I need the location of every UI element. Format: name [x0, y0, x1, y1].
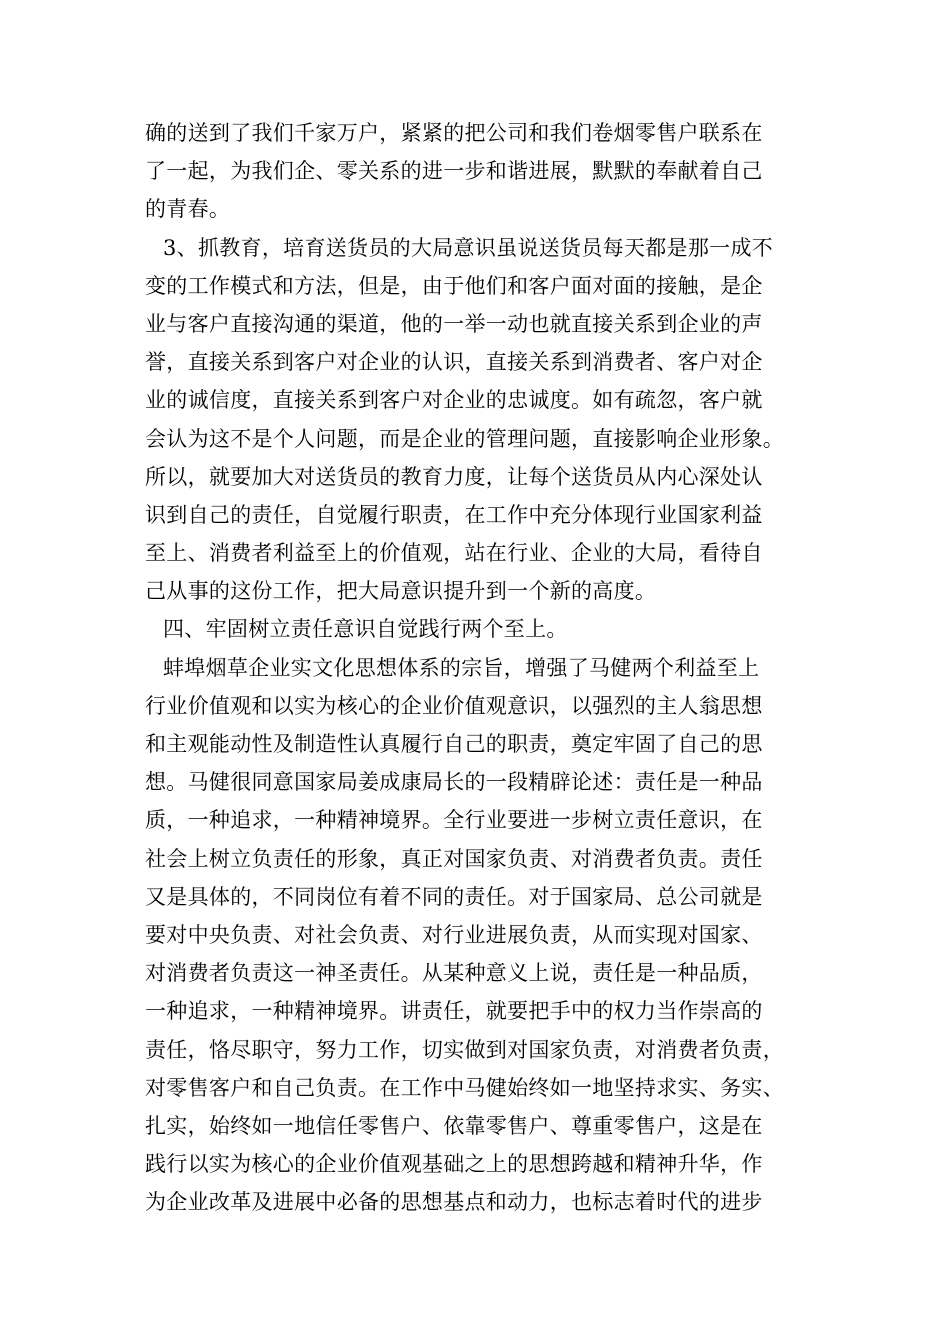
- document-body: [145, 114, 825, 1221]
- text-line: 行业价值观和以实为核心的企业价值观意识，以强烈的主人翁思想: [145, 693, 763, 718]
- text-line: 又是具体的，不同岗位有着不同的责任。对于国家局、总公司就是: [145, 884, 763, 909]
- text-line: 了一起，为我们企、零关系的进一步和谐进展，默默的奉献着自己: [145, 159, 763, 184]
- text-line: 蚌埠烟草企业实文化思想体系的宗旨，增强了马健两个利益至上: [163, 655, 760, 680]
- text-line: 己从事的这份工作，把大局意识提升到一个新的高度。: [145, 579, 657, 604]
- text-line: 业与客户直接沟通的渠道，他的一举一动也就直接关系到企业的声: [145, 311, 763, 336]
- text-line: 确的送到了我们千家万户，紧紧的把公司和我们卷烟零售户联系在: [145, 121, 763, 145]
- text-line: 识到自己的责任，自觉履行职责，在工作中充分体现行业国家利益: [145, 502, 763, 527]
- text-line: 为企业改革及进展中必备的思想基点和动力，也标志着时代的进步: [145, 1190, 763, 1215]
- text-line: 社会上树立负责任的形象，真正对国家负责、对消费者负责。责任: [145, 846, 763, 871]
- text-line: 要对中央负责、对社会负责、对行业进展负责，从而实现对国家、: [145, 922, 763, 947]
- text-line: 对零售客户和自己负责。在工作中马健始终如一地坚持求实、务实、: [145, 1075, 784, 1100]
- text-line: 扎实，始终如一地信任零售户、依靠零售户、尊重零售户，这是在: [145, 1113, 763, 1138]
- text-line: 誉，直接关系到客户对企业的认识，直接关系到消费者、客户对企: [145, 350, 763, 375]
- text-line: 会认为这不是个人问题，而是企业的管理问题，直接影响企业形象。: [145, 426, 784, 451]
- text-line: 业的诚信度，直接关系到客户对企业的忠诚度。如有疏忽，客户就: [145, 388, 763, 413]
- text-line: 对消费者负责这一神圣责任。从某种意义上说，责任是一种品质，: [145, 961, 763, 986]
- text-line: 践行以实为核心的企业价值观基础之上的思想跨越和精神升华，作: [145, 1152, 763, 1177]
- text-line: 至上、消费者利益至上的价值观，站在行业、企业的大局，看待自: [145, 541, 763, 566]
- text-line: 变的工作模式和方法，但是，由于他们和客户面对面的接触，是企: [145, 273, 763, 298]
- text-line: 一种追求，一种精神境界。讲责任，就要把手中的权力当作崇高的: [145, 999, 763, 1024]
- text-line: 责任，恪尽职守，努力工作，切实做到对国家负责，对消费者负责，: [145, 1037, 784, 1062]
- text-line: 四、牢固树立责任意识自觉践行两个至上。: [163, 617, 568, 642]
- text-line: 想。马健很同意国家局姜成康局长的一段精辟论述：责任是一种品: [145, 770, 763, 795]
- text-line: 的青春。: [145, 197, 231, 222]
- text-line: 3、抓教育，培育送货员的大局意识虽说送货员每天都是那一成不: [163, 235, 774, 260]
- text-line: 质，一种追求，一种精神境界。全行业要进一步树立责任意识，在: [145, 808, 763, 833]
- text-line: 和主观能动性及制造性认真履行自己的职责，奠定牢固了自己的思: [145, 732, 763, 756]
- text-line: 所以，就要加大对送货员的教育力度，让每个送货员从内心深处认: [145, 464, 763, 489]
